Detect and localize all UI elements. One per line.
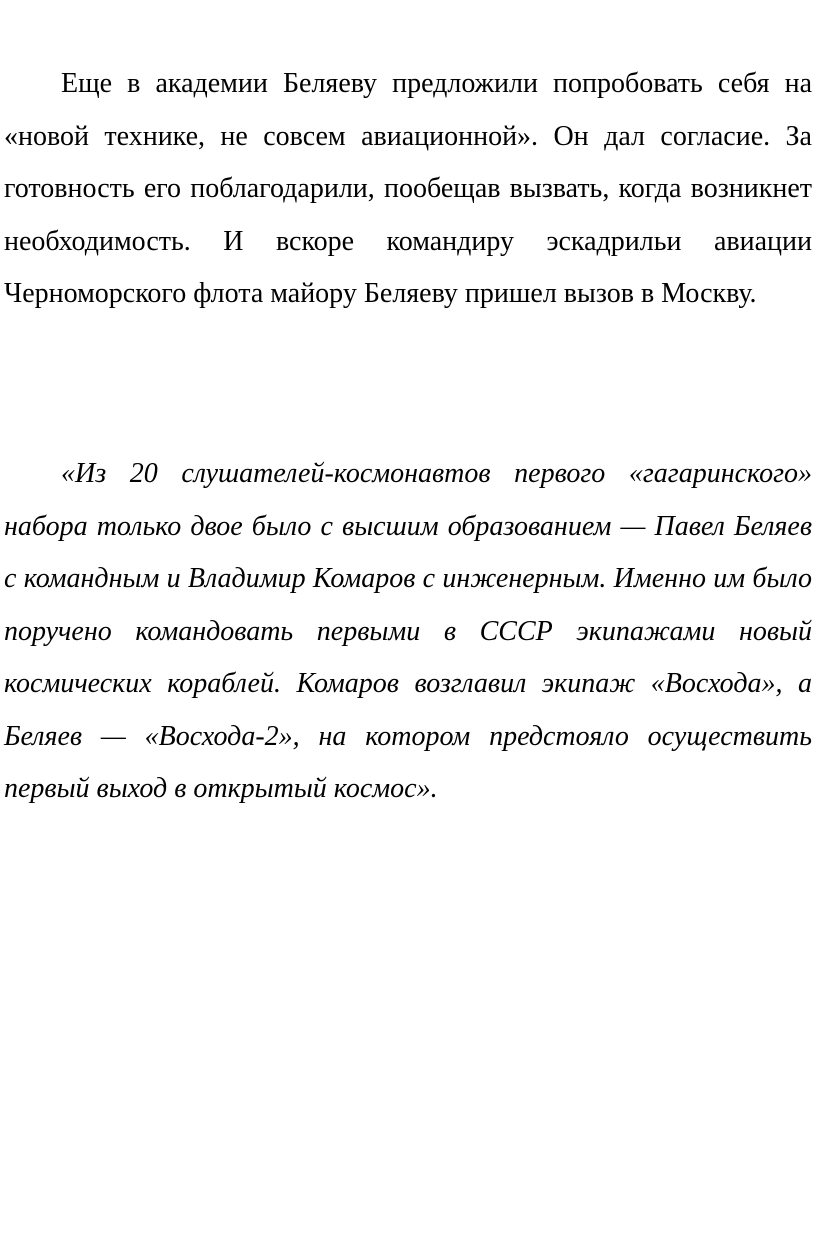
paragraph-quote: «Из 20 слушателей-космонавтов первого «гагаринского» набора только двое было с высшим образованием — Павел Беляев с командным и Владимир Комаров с инженерным. Именно им было поручено командовать первыми в СССР экипажами новый космических кораблей. Комаров возглавил экипаж «Восхода», а Беляев — «Восхода-2», на котором предстояло осуществить первый выход в открытый космос». bbox=[4, 458, 812, 804]
paragraph-body: Еще в академии Беляеву предложили попробовать себя на «новой технике, не совсем авиационной». Он дал согласие. За готовность его поблагодарили, пообещав вызвать, когда возникнет необходимость. И вскоре командиру эскадрильи авиации Черноморского флота майору Беляеву пришел вызов в Москву. bbox=[4, 68, 812, 309]
